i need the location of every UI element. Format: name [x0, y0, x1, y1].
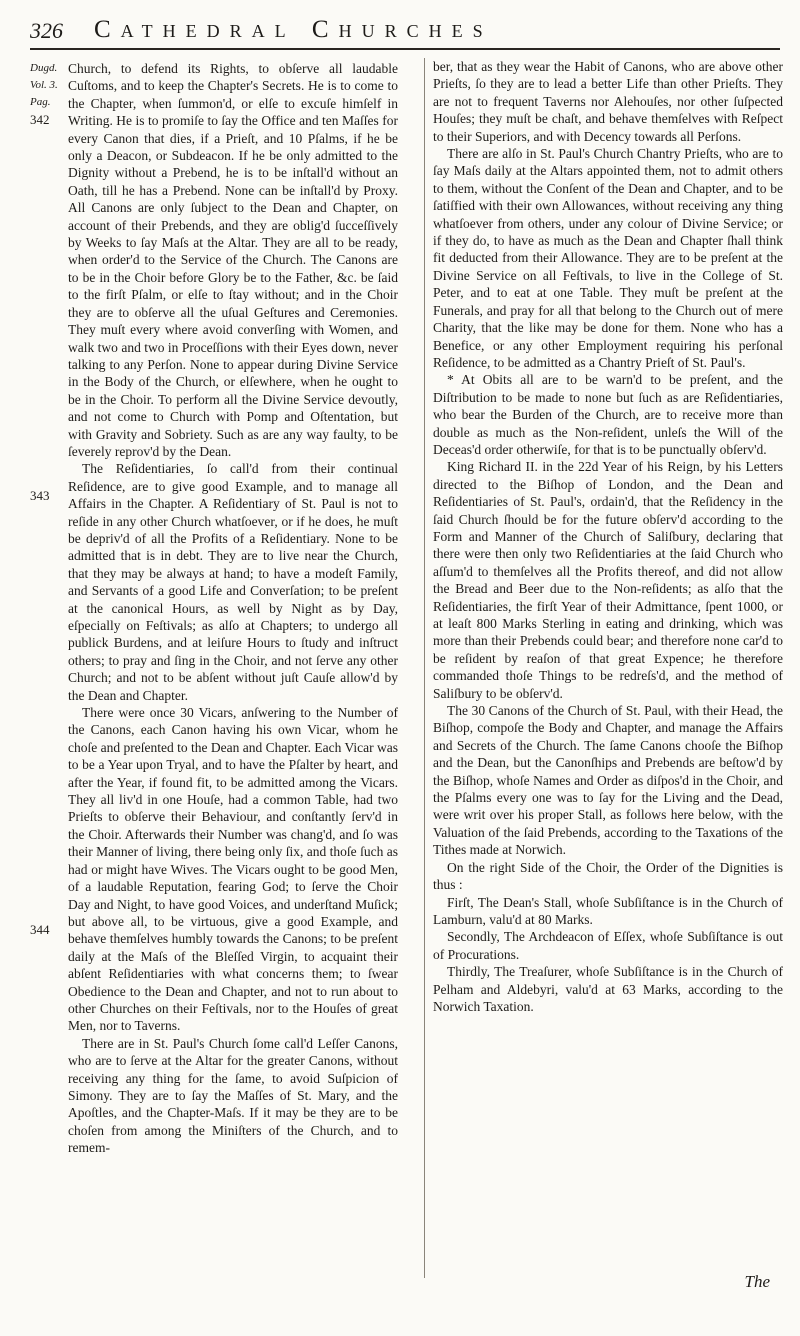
catchword: The — [744, 1272, 770, 1291]
page-header — [30, 14, 780, 50]
right-paragraph-dignities-intro: On the right Side of the Choir, the Order of the Dignities is thus : — [433, 859, 783, 893]
right-paragraph-third-treasurer: Thirdly, The Treaſurer, whoſe Subſiſtance is in the Church of Pelham and Aldebyri, valu'd at 63 Marks, according to the Norwich Taxation. — [433, 964, 783, 1014]
left-paragraph-residentiaries: The Reſidentiaries, ſo call'd from their continual Reſidence, are to give good Example, and to manage all Affairs in the Chapter. A Reſidentiary of St. Paul is not to reſide in any other Church whatſoever, or if he does, he muſt be depriv'd of all the Profits of a Reſidentiary. None to be admitted that is in debt. They are to live near the Church, that they may be always at hand; to have a modeſt Family, and Servants of a good Life and Converſation; to be preſent at the canonical Hours, as well by Night as by Day, eſpecially on Feſtivals; as alſo at Chapters; to undergo all publick Burdens, and at leiſure Hours to ſtudy and inſtruct others; to pray and ſing in the Choir, and not ſerve any other Church; and not to be abſent without juſt Cauſe allow'd by the Dean and Chapter. — [68, 461, 398, 703]
right-paragraph-continuation: ber, that as they wear the Habit of Canons, who are above other Prieſts, ſo they are to lead a better Life than other Prieſts. They are not to frequent Taverns nor Alehouſes, nor other ſuſpected Houſes; they muſt be chaſt, and behave themſelves with Reſpect to their Superiors, and with Decency towards all Perſons. — [433, 59, 783, 144]
page-number: 326 — [30, 18, 63, 43]
sidenote-volume: Vol. 3. — [30, 79, 58, 91]
right-column — [424, 58, 783, 1278]
margin-page-343: 343 — [30, 488, 50, 503]
right-paragraph-thirty-canons: The 30 Canons of the Church of St. Paul, with their Head, the Biſhop, compoſe the Body and Chapter, and manage the Affairs and Secrets of the Church. The ſame Canons chooſe the Biſhop and the Dean, but the Canonſhips and Prebends are beſtow'd by the Biſhop, whoſe Names and Order as diſpos'd in the Choir, and the Pſalms every one was to ſay for the Living and the Dead, were writ over his proper Stall, as follows here below, with the Valuation of the ſaid Prebends, according to the Taxations of the Tithes made at Norwich. — [433, 703, 783, 858]
left-paragraph-lesser-canons: There are in St. Paul's Church ſome call'd Leſſer Canons, who are to ſerve at the Altar for the greater Canons, without receiving any thing for the ſame, to avoid Suſpicion of Simony. They are to ſay the Maſſes of St. Mary, and the Apoſtles, and the Chapter-Maſs. If it may be they are to be choſen from among the Miniſters of the Church, and to remem- — [68, 1035, 398, 1156]
right-paragraph-chantry-priests: There are alſo in St. Paul's Church Chantry Prieſts, who are to ſay Maſs daily at the Altars appointed them, not to admit others to them, without the Conſent of the Dean and Chapter, and to be ſatiſfied with their own Allowances, without receiving any thing whatſoever from others, under any colour of Divine Service; or if they do, to have as much as the Dean and Chapter ſhall think fit deducted from their Allowance. They are to be preſent at the Divine Service on all Feſtivals, to live in the College of St. Peter, and to eat at one Table. They muſt be preſent at the Funerals, and pray for all that belong to the Church out of mere Charity, that the like may be done for them. None who has a Benefice, or any other Employment requiring his perſonal Reſidence, to be admitted as a Chantry Prieſt of St. Paul's. — [433, 146, 783, 370]
left-paragraph-canons: Church, to defend its Rights, to obſerve all laudable Cuſtoms, and to keep the Chapter's Secrets. He is to come to the Chapter, when ſummon'd, or elſe to excuſe himſelf in Writing. He is to promiſe to ſay the Office and ten Maſſes for every Canon that dies, if a Prieſt, and 10 Pſalms, if he be only a Deacon, or Subdeacon. If he be only admitted to the Dignity without a Prebend, he is to be inſtall'd without an Oath, till he has a Prebend. None can be inſtall'd by Proxy. All Canons are only ſubject to the Dean and Chapter, on account of their Prebends, and they are oblig'd ſucceſſively by Weeks to ſay Maſs at the Altar. They are all to be ready, when order'd to the Service of the Church. The Canons are to be in the Choir before Glory be to the Father, &c. be ſaid to the firſt Pſalm, or elſe to ſtay without; and in the Choir they are to obſerve all the uſual Geſtures and Ceremonies. They muſt every where avoid converſing with Women, and walk two and two in Proceſſions with their Eyes down, never talking to any Perſon. None to appear during Divine Service in the Body of the Church, or elſewhere, when he ought to be in the Choir. To perform all the Divine Service devoutly, and not come to Church with Pomp and Oſtentation, but with Gravity and Sobriety. Such as are any way faulty, to be ſeverely reprov'd by the Dean. — [68, 61, 398, 459]
sidenote-page: Pag. — [30, 96, 51, 108]
sidenote-source: Dugd. — [30, 62, 58, 74]
right-paragraph-richard-ii: King Richard II. in the 22d Year of his Reign, by his Letters directed to the Biſhop of London, and the Dean and Reſidentiaries of St. Paul's, ordain'd, that the Reſidency in the ſaid Church ſhould be for the future obſerv'd according to the Form and Manner of the Church of Saliſbury, declaring that there were then only two Reſidentiaries at the ſaid Church who aſſum'd to themſelves all the Profits thereof, and did not allow the Bread and Beer due to the Non-reſidents; as alſo that the Reſidentiaries, the firſt Year of their Admittance, ſpent 1000, or at leaſt 800 Marks Sterling in eating and drinking, which was more than their Prebends could bear; and therefore none car'd to be reſident by reaſon of that great Expence; he therefore commanded thoſe Things to be redreſs'd, and the method of Saliſbury to be obſerv'd. — [433, 459, 783, 701]
right-paragraph-second-archdeacon: Secondly, The Archdeacon of Eſſex, whoſe Subſiſtance is out of Procurations. — [433, 929, 783, 962]
margin-page-344: 344 — [30, 922, 50, 937]
right-paragraph-obits: * At Obits all are to be warn'd to be preſent, and the Diſtribution to be made to none but ſuch as are Reſidentiaries, who bear the Burden of the Church, are to receive more than double as much as the Non-reſident, unleſs the Will of the Deceas'd order otherwiſe, for that is to be punctually obſerv'd. — [433, 372, 783, 457]
margin-page-342: 342 — [30, 112, 50, 127]
left-paragraph-vicars: There were once 30 Vicars, anſwering to the Number of the Canons, each Canon having his own Vicar, whom he choſe and preſented to the Dean and Chapter. Each Vicar was to be a Year upon Tryal, and to have the Pſalter by heart, and after the Year, if found fit, to be admitted among the Vicars. They all liv'd in one Houſe, had a common Table, had two Prieſts to obſerve their Behaviour, and conſtantly ſerv'd in the Choir. Afterwards their Number was chang'd, and ſo was their Manner of living, there being only ſix, and thoſe ſuch as had or might have Wives. The Vicars ought to be good Men, of a laudable Reputation, fearing God; to ſerve the Choir Day and Night, to have good Voices, and underſtand Muſick; but above all, to be virtuous, give a good Example, and behave themſelves humbly towards the Canons; to be preſent daily at the Maſs of the Bleſſed Virgin, to acquaint their abſent Reſidentiaries with what concerns them; to ſwear Obedience to the Dean and Chapter, and not to run about to other Churches on their Feſtivals, nor to the Houſes of great Men, nor to Taverns. — [68, 705, 398, 1034]
left-column — [68, 60, 398, 1157]
running-head: Cathedral Churches — [94, 16, 493, 43]
right-paragraph-first-dean: Firſt, The Dean's Stall, whoſe Subſiſtance is in the Church of Lamburn, valu'd at 80 Marks. — [433, 894, 783, 927]
